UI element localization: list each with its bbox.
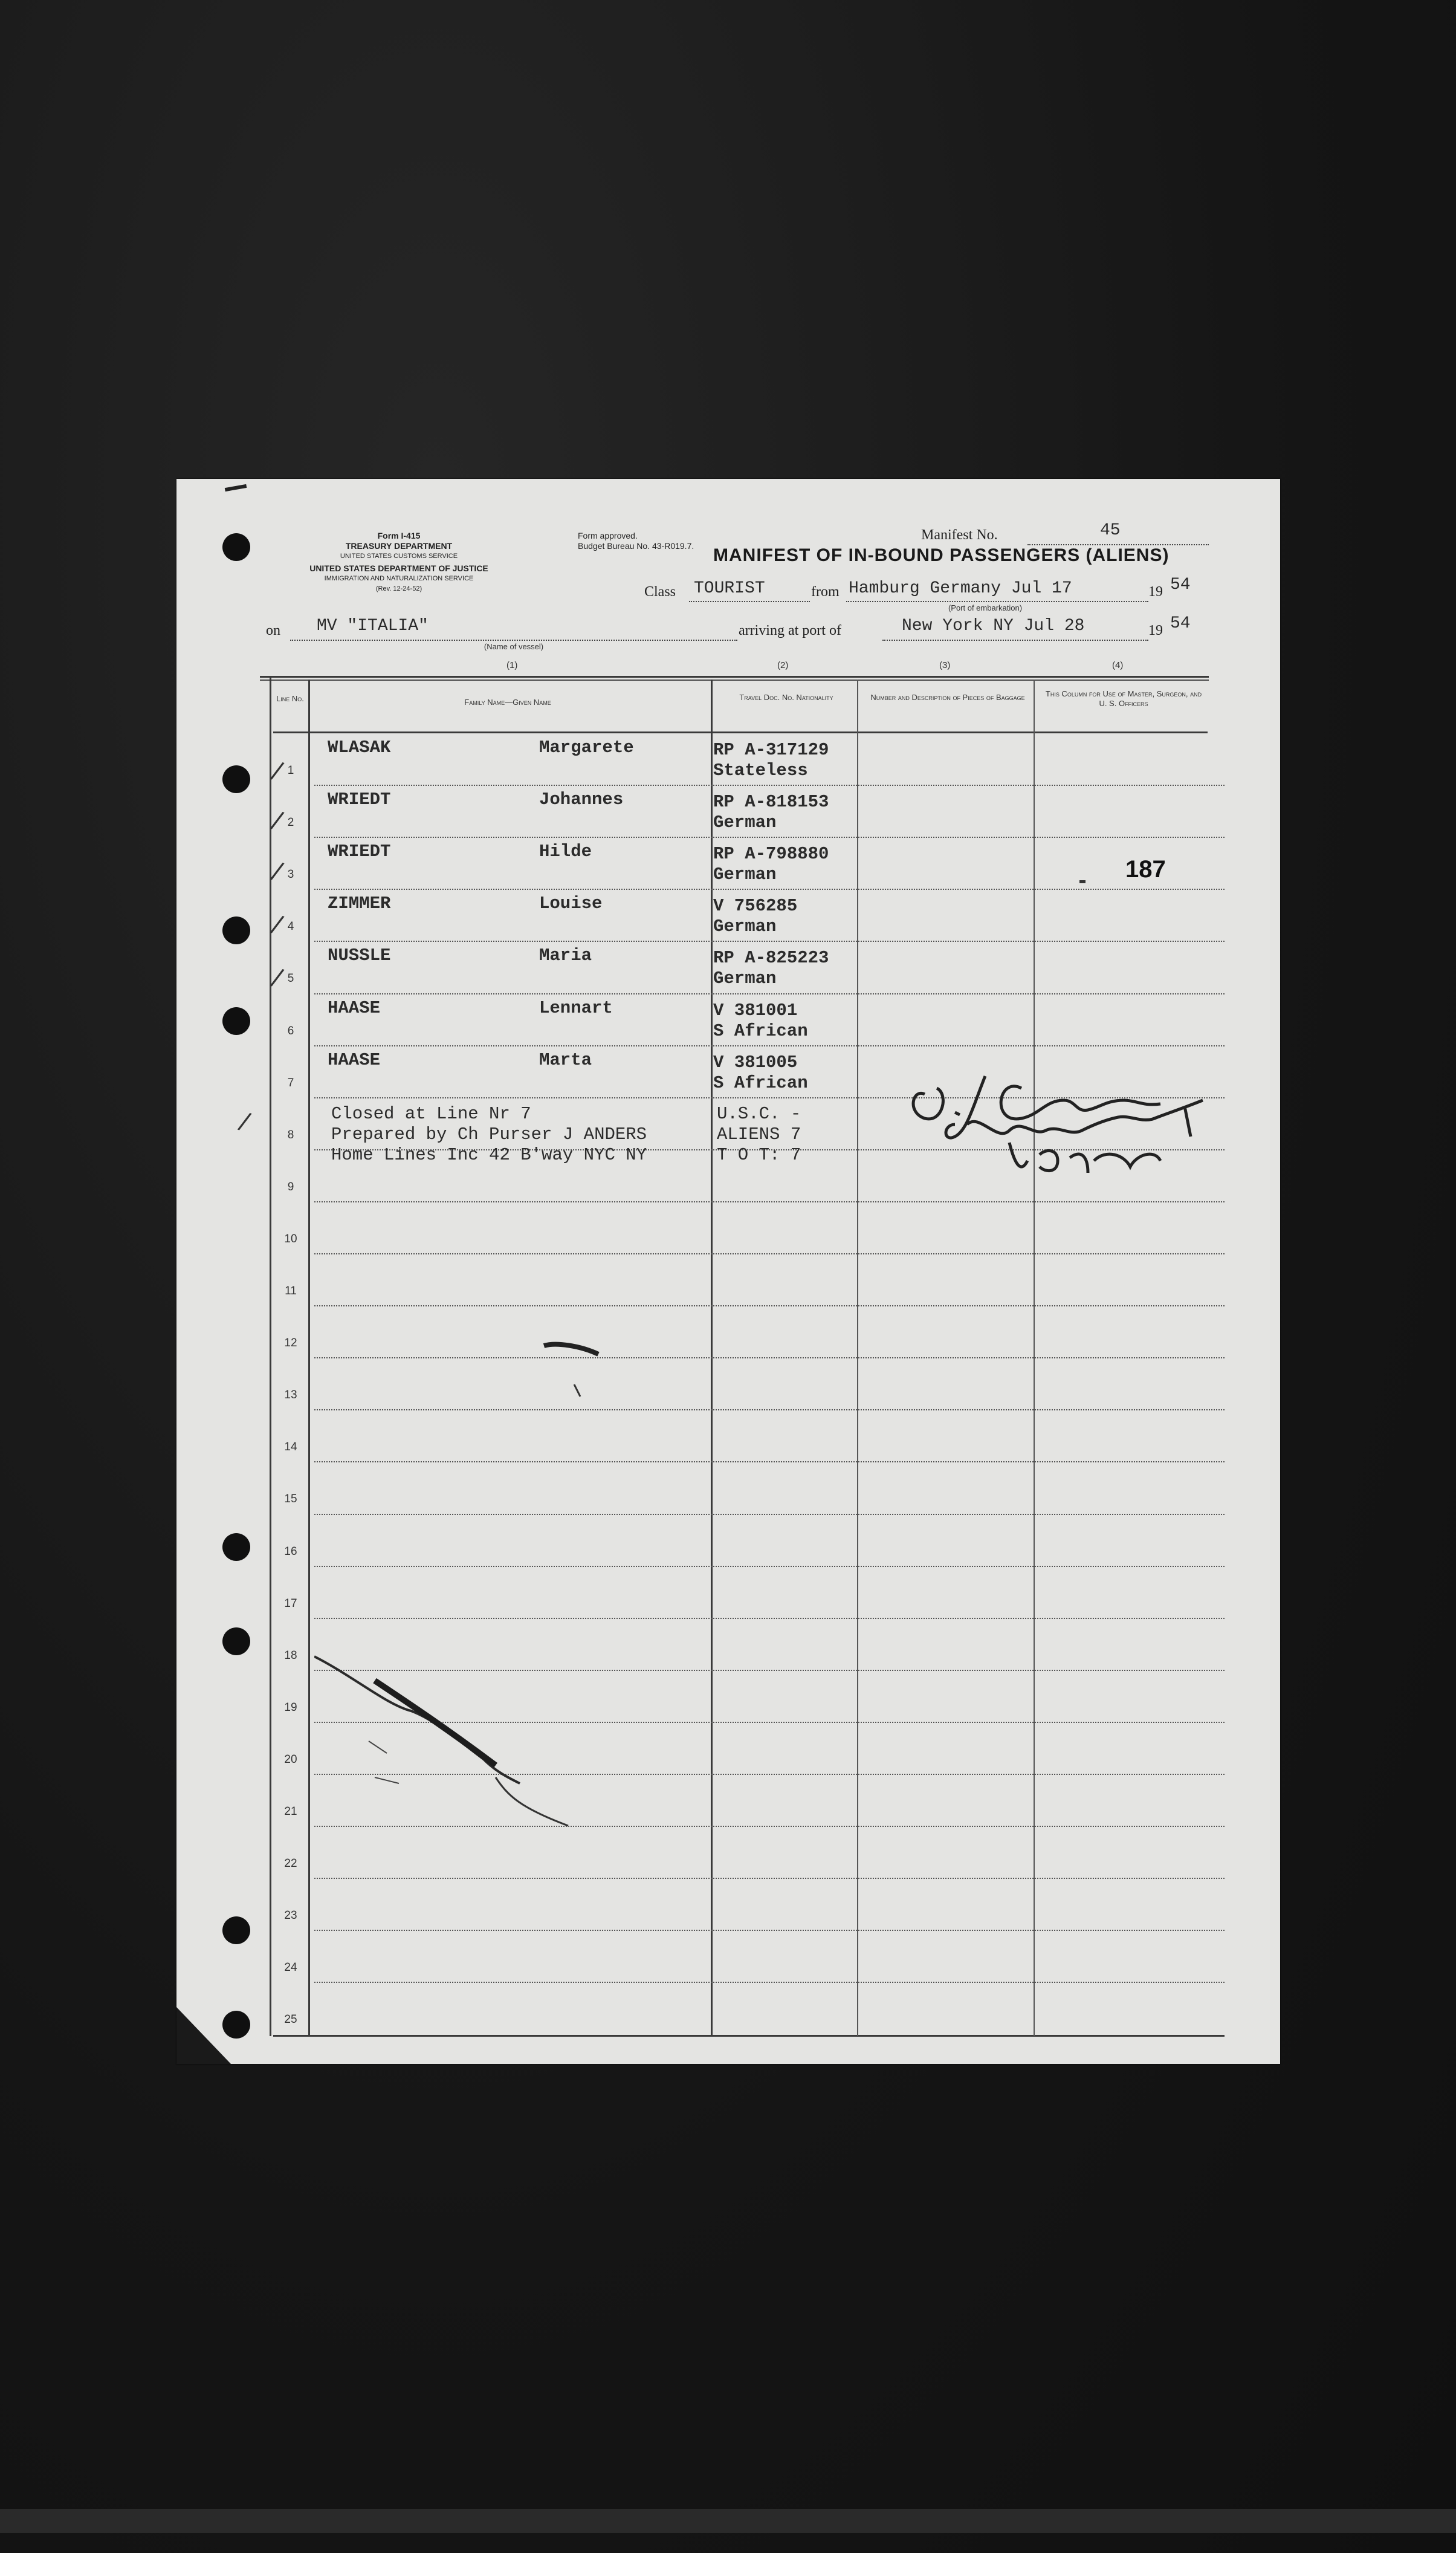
table-top-border: [260, 676, 1209, 678]
col-line-header: Line No.: [276, 694, 304, 703]
punch-hole: [222, 1916, 250, 1944]
vessel-caption: (Name of vessel): [484, 642, 544, 651]
line-column-divider: [308, 680, 310, 2036]
closing-line-2: Prepared by Ch Purser J ANDERS: [331, 1124, 647, 1144]
officer-stamp-number: 187: [1125, 856, 1166, 883]
passenger-family-name: HAASE: [328, 998, 381, 1018]
line-number: 12: [284, 1337, 297, 1350]
column-number-2: (2): [777, 660, 789, 670]
row-divider: [314, 1878, 1225, 1879]
line-number: 25: [284, 2013, 297, 2026]
table-header-bottom: [273, 732, 1208, 733]
vessel-line: [290, 640, 737, 641]
line-number: 9: [287, 1180, 294, 1193]
line-number: 7: [287, 1076, 294, 1089]
table-top-border-inner: [260, 680, 1209, 681]
line-number: 17: [284, 1597, 297, 1610]
embark-caption: (Port of embarkation): [948, 603, 1023, 612]
line-number: 24: [284, 1961, 297, 1974]
passenger-family-name: WRIEDT: [328, 842, 391, 862]
justice-dept: UNITED STATES DEPARTMENT OF JUSTICE: [309, 563, 488, 573]
travel-doc-number: V 381005: [713, 1052, 798, 1072]
from-label: from: [811, 584, 840, 600]
travel-doc-number: V 381001: [713, 1000, 798, 1020]
nationality: Stateless: [713, 761, 808, 780]
total-usc: U.S.C. -: [717, 1104, 801, 1124]
ink-smudge-marks: [314, 1318, 604, 1838]
passenger-family-name: WRIEDT: [328, 790, 391, 810]
row-divider: [314, 1201, 1225, 1202]
line-number: 14: [284, 1441, 297, 1454]
line-number: 20: [284, 1753, 297, 1766]
punch-hole: [222, 1533, 250, 1561]
col-baggage-header: Number and Description of Pieces of Baggage: [870, 693, 1025, 702]
line-number: 23: [284, 1909, 297, 1922]
punch-hole: [222, 765, 250, 793]
line-number: 4: [287, 920, 294, 933]
form-agency-block: [302, 531, 496, 562]
nationality: S African: [713, 1072, 808, 1093]
scan-bottom-strip: [0, 2509, 1456, 2533]
ins-service: IMMIGRATION AND NATURALIZATION SERVICE: [324, 575, 474, 582]
table-bottom-border: [273, 2035, 1225, 2037]
nationality: German: [713, 968, 777, 989]
year-prefix-2: 19: [1148, 623, 1163, 638]
check-mark-icon: /: [268, 857, 286, 886]
passenger-given-name: Hilde: [539, 842, 592, 862]
check-mark-icon: /: [268, 963, 286, 992]
col-doc-header: Travel Doc. No. Nationality: [739, 693, 833, 702]
form-approved: Form approved.: [578, 531, 638, 540]
from-line: [846, 601, 1148, 602]
arriving-label: arriving at port of: [739, 623, 841, 638]
travel-doc-number: RP A-818153: [713, 792, 829, 813]
line-number: 21: [284, 1805, 297, 1818]
torn-corner: [176, 2007, 231, 2064]
travel-doc-number: RP A-798880: [713, 844, 829, 865]
punch-hole: [222, 916, 250, 944]
line-number: 16: [284, 1545, 297, 1558]
class-label: Class: [644, 584, 676, 600]
nationality: German: [713, 813, 777, 833]
row-divider: [314, 1982, 1225, 1983]
line-number: 5: [287, 972, 294, 985]
check-mark-icon: /: [236, 1107, 253, 1136]
check-mark-icon: /: [268, 756, 286, 785]
form-number: Form I-415: [377, 531, 421, 540]
passenger-given-name: Louise: [539, 894, 603, 914]
column-number-3: (3): [939, 660, 951, 670]
vessel-value: MV "ITALIA": [317, 617, 429, 635]
class-value: TOURIST: [694, 579, 765, 598]
line-number: 18: [284, 1649, 297, 1662]
closing-line-1: Closed at Line Nr 7: [331, 1104, 531, 1124]
year-prefix-1: 19: [1148, 584, 1163, 600]
column-number-4: (4): [1112, 660, 1124, 670]
line-number: 3: [287, 868, 294, 881]
row-divider: [314, 1930, 1225, 1931]
col-officers-header: This Column for Use of Master, Surgeon, and U. S. Officers: [1045, 689, 1202, 708]
line-number: 1: [287, 764, 294, 777]
travel-doc-number: V 756285: [713, 896, 798, 916]
row-divider: [314, 941, 1225, 942]
passenger-family-name: WLASAK: [328, 738, 391, 757]
passenger-family-name: NUSSLE: [328, 946, 391, 966]
nationality: German: [713, 865, 777, 885]
justice-block: [260, 563, 538, 594]
budget-bureau: Budget Bureau No. 43-R019.7.: [578, 541, 694, 551]
punch-hole: [222, 533, 250, 561]
arrival-value: New York NY Jul 28: [902, 617, 1085, 635]
manifest-title: MANIFEST OF IN-BOUND PASSENGERS (ALIENS): [713, 545, 1170, 565]
total-tot: T O T: 7: [717, 1145, 801, 1165]
line-number: 19: [284, 1701, 297, 1714]
passenger-family-name: HAASE: [328, 1049, 381, 1070]
row-divider: [314, 1305, 1225, 1306]
check-mark-icon: /: [268, 910, 286, 939]
class-line: [689, 601, 810, 602]
year-value-1: 54: [1170, 576, 1191, 594]
manifest-number-label: Manifest No.: [921, 527, 998, 543]
form-revision: (Rev. 12-24-52): [375, 585, 422, 592]
line-number: 13: [284, 1389, 297, 1402]
closing-line-3: Home Lines Inc 42 B'way NYC NY: [331, 1145, 647, 1165]
line-number: 8: [287, 1128, 294, 1141]
line-number: 11: [285, 1285, 297, 1297]
punch-hole: [222, 2011, 250, 2039]
manifest-number-value: 45: [1100, 521, 1121, 540]
arrival-line: [882, 640, 1148, 641]
check-mark-icon: /: [268, 806, 286, 835]
total-aliens: ALIENS 7: [717, 1124, 801, 1144]
on-label: on: [266, 623, 280, 638]
column-number-1: (1): [506, 660, 518, 670]
customs-service: UNITED STATES CUSTOMS SERVICE: [340, 553, 458, 560]
row-divider: [314, 1045, 1225, 1046]
passenger-family-name: ZIMMER: [328, 894, 391, 914]
punch-hole: [222, 1627, 250, 1655]
passenger-given-name: Lennart: [539, 998, 613, 1018]
row-divider: [314, 993, 1225, 994]
passenger-given-name: Marta: [539, 1049, 592, 1070]
row-divider: [314, 889, 1225, 890]
row-divider: [314, 1253, 1225, 1254]
nationality: S African: [713, 1020, 808, 1041]
travel-doc-number: RP A-317129: [713, 740, 829, 760]
inspector-signature: [907, 1052, 1221, 1191]
line-number: 6: [287, 1024, 294, 1037]
nationality: German: [713, 916, 777, 937]
line-number: 22: [284, 1857, 297, 1870]
passenger-given-name: Maria: [539, 946, 592, 966]
treasury-dept: TREASURY DEPARTMENT: [345, 541, 453, 551]
approval-block: [578, 531, 694, 551]
line-number: 2: [287, 816, 294, 829]
passenger-given-name: Johannes: [539, 790, 624, 810]
line-number: 10: [284, 1232, 297, 1245]
line-number: 15: [284, 1493, 297, 1506]
year-value-2: 54: [1170, 614, 1191, 633]
from-value: Hamburg Germany Jul 17: [849, 579, 1072, 598]
travel-doc-number: RP A-825223: [713, 948, 829, 968]
stamp-dash-mark: [1079, 880, 1086, 883]
row-divider: [314, 785, 1225, 786]
punch-hole: [222, 1007, 250, 1035]
row-divider: [314, 837, 1225, 838]
passenger-given-name: Margarete: [539, 738, 634, 757]
col-name-header: Family Name—Given Name: [464, 698, 551, 707]
